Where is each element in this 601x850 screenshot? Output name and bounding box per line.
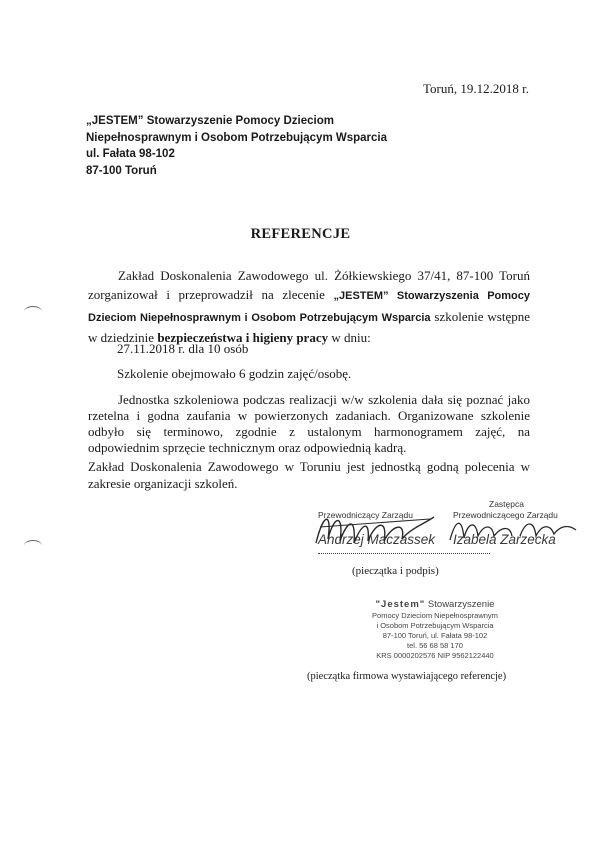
signature-dotted-line (318, 553, 490, 554)
stamp-org-name: "Jestem" (375, 599, 426, 610)
paragraph-text: Jednostka szkoleniowa podczas realizacji w/w szkolenia dała się poznać jako rzetelna i godna zaufania w powierzonych zadaniach. Organizowane szkolenie odbyło się terminowo, zgodnie z ustalonym harmonogramem zajęć, na odpowiednim sprzęcie technicznym oraz odpowiednią kadrą. (88, 392, 530, 455)
recipient-line: Niepełnosprawnym i Osobom Potrzebującym Wsparcia (86, 131, 387, 144)
signature-name-left: Andrzej Maczassek (318, 532, 436, 547)
stamp-org-type: Stowarzyszenie (425, 599, 495, 610)
handwritten-signature-left (310, 505, 440, 553)
punch-hole-mark (24, 306, 42, 317)
stamp-line: Pomocy Dzieciom Niepełnosprawnym (372, 611, 498, 620)
document-title: REFERENCJE (250, 226, 351, 242)
signature-role-right-1: Zastępca (489, 499, 524, 509)
paragraph-recommendation: Zakład Doskonalenia Zawodowego w Toruniu jest jednostką godną polecenia w zakresie organizacji szkoleń. (88, 459, 530, 491)
paragraph-text: Zakład Doskonalenia Zawodowego ul. Żółkiewskiego 37/41, 87-100 Toruń zorganizował i przeprowadził na zlecenie (88, 268, 530, 303)
signature-role-left: Przewodniczący Zarządu (318, 510, 413, 520)
training-hours-line: Szkolenie obejmowało 6 godzin zajęć/osobę. (117, 366, 352, 381)
company-stamp-caption: (pieczątka firmowa wystawiającego referencje) (307, 671, 507, 682)
stamp-line: KRS 0000202576 NIP 9562122440 (376, 651, 494, 660)
stamp-line: i Osobom Potrzebującym Wsparcia (376, 621, 494, 630)
paragraph-text: szkolenie wstępne w dziedzinie (88, 308, 530, 345)
stamp-line: tel. 56 68 58 170 (407, 641, 463, 650)
paragraph-assessment (88, 392, 530, 456)
signature-caption: (pieczątka i podpis) (352, 565, 439, 577)
recipient-line: „JESTEM” Stowarzyszenie Pomocy Dzieciom (86, 115, 334, 127)
signature-role-right-2: Przewodniczącego Zarządu (453, 510, 558, 520)
recipient-address (86, 113, 387, 179)
paragraph-intro (88, 266, 530, 347)
signature-name-right: Izabela Zarzecka (453, 532, 556, 547)
company-stamp (310, 598, 560, 661)
recipient-line: 87-100 Toruń (86, 164, 157, 177)
paragraph-text: w dniu: (328, 329, 371, 345)
training-topic: bezpieczeństwa i higieny pracy (157, 329, 329, 345)
organization-name: „JESTEM” Stowarzyszenia Pomocy Dzieciom Niepełnosprawnym i Osobom Potrzebującym Wsparcia (88, 290, 530, 324)
handwritten-signature-right (446, 510, 580, 550)
punch-hole-mark (24, 540, 42, 551)
training-date-line: 27.11.2018 r. dla 10 osób (117, 341, 249, 356)
stamp-line: 87-100 Toruń, ul. Fałata 98-102 (382, 631, 488, 640)
letter-date: Toruń, 19.12.2018 r. (423, 81, 529, 96)
recipient-line: ul. Fałata 98-102 (86, 148, 175, 160)
